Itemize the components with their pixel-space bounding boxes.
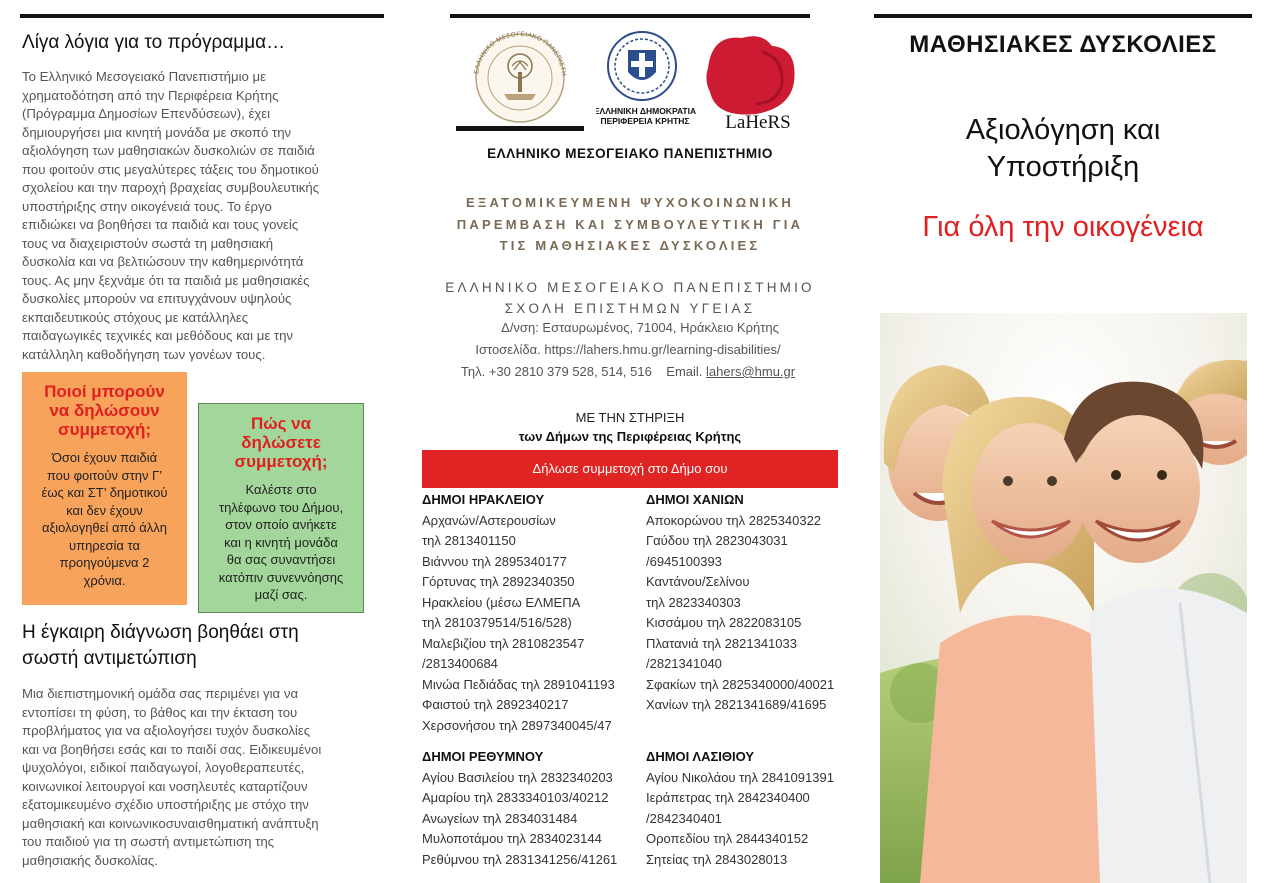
svg-text:LaHeRS: LaHeRS: [725, 112, 791, 133]
family-photo: [880, 313, 1247, 883]
brochure-title: ΜΑΘΗΣΙΑΚΕΣ ΔΥΣΚΟΛΙΕΣ: [909, 31, 1217, 58]
middle-top-rule: [450, 14, 810, 18]
list-item: τηλ 2810379514/516/528): [422, 615, 572, 630]
how-to-apply-title: Πώς να δηλώσετε συμμετοχή;: [234, 414, 328, 471]
diagnosis-heading: Η έγκαιρη διάγνωση βοηθάει στη σωστή αντιμετώπιση: [22, 622, 299, 669]
list-item: Φαιστού τηλ 2892340217: [422, 697, 569, 712]
list-item: Ρεθύμνου τηλ 2831341256/41261: [422, 851, 618, 867]
who-can-apply-box: [22, 372, 187, 605]
who-can-apply-text: Όσοι έχουν παιδιά που φοιτούν στην Γ’ έως και ΣΤ’ δημοτικού και δεν έχουν αξιολογηθεί από άλλη υπηρεσία τα προηγούμενα 2 χρόνια.: [41, 450, 168, 588]
list-item: Μαλεβιζίου τηλ 2810823547: [422, 635, 585, 651]
list-item: Αποκορώνου τηλ 2825340322: [646, 512, 822, 528]
institution-block: ΕΛΛΗΝΙΚΟ ΜΕΣΟΓΕΙΑΚΟ ΠΑΝΕΠΙΣΤΗΜΙΟ ΣΧΟΛΗ ΕΠΙΣΤΗΜΩΝ ΥΓΕΙΑΣ: [445, 280, 815, 316]
contact-website: Ιστοσελίδα. https://lahers.hmu.gr/learning-disabilities/: [475, 342, 781, 357]
how-to-apply-text: Καλέστε στο τηλέφωνο του Δήμου, στον οποίο ανήκετε και η κινητή μονάδα θα σας συναντήσει κατόπιν συνεννόησης μαζί σας.: [218, 482, 344, 602]
lasithi-title: ΔΗΜΟΙ ΛΑΣΙΘΙΟΥ: [646, 749, 755, 764]
list-item: Αρχανών/Αστερουσίων: [422, 512, 556, 528]
contact-phone-email: [408, 364, 848, 379]
list-item: Αμαρίου τηλ 2833340103/40212: [422, 790, 609, 805]
list-item: Αγίου Νικολάου τηλ 2841091391: [646, 769, 834, 785]
list-item: /2813400684: [422, 656, 498, 671]
list-item: Σητείας τηλ 2843028013: [646, 851, 788, 867]
support-label: ΜΕ ΤΗΝ ΣΤΗΡΙΞΗ: [575, 410, 685, 425]
list-item: Ιεράπετρας τηλ 2842340400: [646, 790, 810, 805]
list-item: Βιάννου τηλ 2895340177: [422, 553, 567, 569]
register-banner-text: Δήλωσε συμμετοχή στο Δήμο σου: [532, 461, 728, 476]
right-top-rule: [874, 14, 1252, 18]
diagnosis-paragraph: Μια διεπιστημονική ομάδα σας περιμένει για να εντοπίσει τη φύση, το βάθος και την έκταση του προβλήματος για να αξιολογήσει τυχόν δυσκολίες και να βοηθήσει εσάς και το παιδί σας. Ειδικευμένοι ψυχολόγοι, ειδικοί παιδαγωγοί, λογοθεραπευτές, κοινωνικοί λειτουργοί και νοσηλευτές καταρτίζουν εξατομικευμένο σχέδιο υποστήριξης με στόχο την μαθησιακή και κοινωνικοσυναισθηματική ανάπτυξη του παιδιού για τη σωστή αντιμετώπιση της μαθησιακής δυσκολίας.: [22, 686, 322, 868]
list-item: Γαύδου τηλ 2823043031: [646, 533, 788, 548]
rethymno-municipalities: [422, 747, 642, 870]
brochure-tagline: Για όλη την οικογένεια: [922, 211, 1204, 243]
about-paragraph: Το Ελληνικό Μεσογειακό Πανεπιστήμιο με χρηματοδότηση από την Περιφέρεια Κρήτης (Πρόγραμμα Δημοσίων Επενδύσεων), έχει δημιουργήσει μια κινητή μονάδα με σκοπό την αξιολόγηση των μαθησιακών δυσκολιών σε παιδιά που φοιτούν στις μεγαλύτερες τάξεις του δημοτικού σχολείου και την παροχή βραχείας συμβουλευτικής υποστήριξης στην οικογένειά τους. Το έργο επιδιώκει να βοηθήσει τα παιδιά και τους γονείς τους να διαχειριστούν σωστά τη μαθησιακή δυσκολία και να βελτιώσουν την καθημερινότητά τους. Ας μην ξεχνάμε ότι τα παιδιά με μαθησιακές δυσκολίες μπορούν να επιτυγχάνουν υψηλούς εκπαιδευτικούς στόχους με κατάλληλες παιδαγωγικές τεχνικές και μεθόδους και με την κατάλληλη καθοδήγηση των γονέων τους.: [22, 69, 320, 362]
left-top-rule: [20, 14, 384, 18]
email-link[interactable]: lahers@hmu.gr: [706, 364, 796, 379]
rethymno-title: ΔΗΜΟΙ ΡΕΘΥΜΝΟΥ: [422, 749, 544, 764]
list-item: Κισσάμου τηλ 2822083105: [646, 615, 802, 630]
contact-address: Δ/νση: Εσταυρωμένος, 71004, Ηράκλειο Κρήτης: [501, 320, 779, 335]
support-subtitle: των Δήμων της Περιφέρειας Κρήτης: [518, 429, 742, 444]
list-item: Πλατανιά τηλ 2821341033: [646, 635, 797, 651]
list-item: /6945100393: [646, 553, 722, 569]
brochure-subtitle: Αξιολόγηση και Υποστήριξη: [965, 114, 1161, 183]
list-item: τηλ 2813401150: [422, 533, 516, 548]
region-of-crete-logo: [596, 28, 696, 134]
list-item: Μυλοποτάμου τηλ 2834023144: [422, 831, 602, 846]
list-item: Σφακίων τηλ 2825340000/40021: [646, 676, 835, 692]
university-seal-logo: [456, 28, 584, 134]
contact-phone: Τηλ. +30 2810 379 528, 514, 516 Email.: [460, 364, 703, 379]
list-item: Ανωγείων τηλ 2834031484: [422, 810, 578, 826]
list-item: Γόρτυνας τηλ 2892340350: [422, 574, 575, 589]
list-item: Ηρακλείου (μέσω ΕΛΜΕΠΑ: [422, 594, 581, 610]
list-item: Αγίου Βασιλείου τηλ 2832340203: [422, 769, 613, 785]
university-name: ΕΛΛΗΝΙΚΟ ΜΕΣΟΓΕΙΑΚΟ ΠΑΝΕΠΙΣΤΗΜΙΟ: [487, 146, 773, 161]
list-item: Καντάνου/Σελίνου: [646, 574, 750, 589]
program-title: ΕΞΑΤΟΜΙΚΕΥΜΕΝΗ ΨΥΧΟΚΟΙΝΩΝΙΚΗ ΠΑΡΕΜΒΑΣΗ ΚΑΙ ΣΥΜΒΟΥΛΕΥΤΙΚΗ ΓΙΑ ΤΙΣ ΜΑΘΗΣΙΑΚΕΣ ΔΥΣΚΟΛΙΕΣ: [456, 195, 804, 253]
list-item: Μινώα Πεδιάδας τηλ 2891041193: [422, 676, 615, 692]
heraklion-title: ΔΗΜΟΙ ΗΡΑΚΛΕΙΟΥ: [422, 492, 545, 507]
svg-text:ΕΛΛΗΝΙΚΗ ΔΗΜΟΚΡΑΤΙΑ: ΕΛΛΗΝΙΚΗ ΔΗΜΟΚΡΑΤΙΑ: [596, 106, 696, 116]
lahers-logo: [702, 28, 810, 134]
about-heading: Λίγα λόγια για το πρόγραμμα…: [22, 32, 286, 53]
list-item: Χανίων τηλ 2821341689/41695: [646, 697, 827, 712]
how-to-apply-box: [198, 403, 364, 613]
list-item: τηλ 2823340303: [646, 594, 741, 610]
svg-text:ΠΕΡΙΦΕΡΕΙΑ ΚΡΗΤΗΣ: ΠΕΡΙΦΕΡΕΙΑ ΚΡΗΤΗΣ: [600, 116, 690, 126]
register-banner: [422, 450, 838, 488]
list-item: /2821341040: [646, 656, 722, 671]
svg-text:ΕΛΛΗΝΙΚΟ ΜΕΣΟΓΕΙΑΚΟ ΠΑΝΕΠΙΣΤΗΜ: ΕΛΛΗΝΙΚΟ ΜΕΣΟΓΕΙΑΚΟ ΠΑΝΕΠΙΣΤΗ: [473, 30, 568, 77]
who-can-apply-title: Ποιοί μπορούν να δηλώσουν συμμετοχή;: [44, 382, 165, 439]
chania-title: ΔΗΜΟΙ ΧΑΝΙΩΝ: [646, 492, 744, 507]
lasithi-municipalities: [646, 747, 856, 870]
list-item: Χερσονήσου τηλ 2897340045/47: [422, 717, 612, 733]
list-item: Οροπεδίου τηλ 2844340152: [646, 831, 809, 846]
chania-municipalities: [646, 490, 856, 716]
heraklion-municipalities: [422, 490, 642, 736]
list-item: /2842340401: [646, 810, 722, 826]
